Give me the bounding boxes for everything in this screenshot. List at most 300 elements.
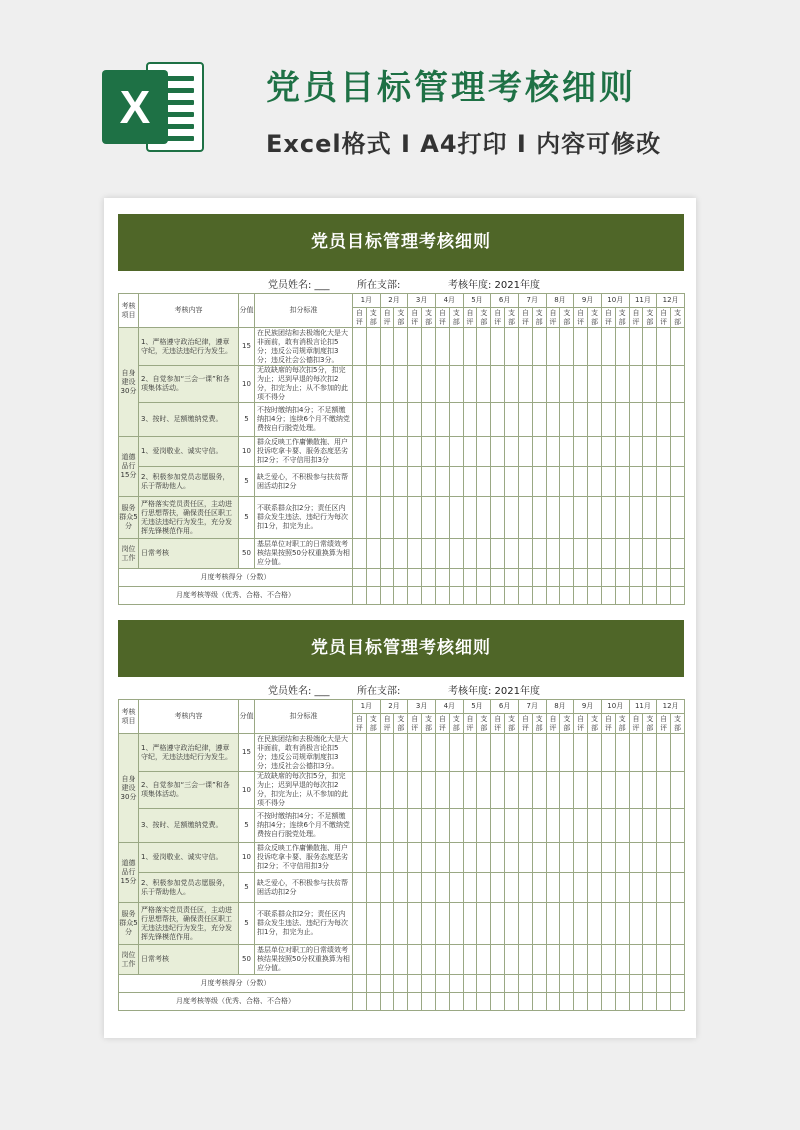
score-input-cell[interactable]: [518, 873, 532, 903]
score-input-cell[interactable]: [657, 945, 671, 975]
score-input-cell[interactable]: [532, 467, 546, 497]
score-input-cell[interactable]: [546, 328, 560, 366]
score-input-cell[interactable]: [671, 539, 685, 569]
score-input-cell[interactable]: [657, 437, 671, 467]
score-input-cell[interactable]: [615, 993, 629, 1011]
score-input-cell[interactable]: [532, 843, 546, 873]
score-input-cell[interactable]: [574, 497, 588, 539]
score-input-cell[interactable]: [366, 975, 380, 993]
score-input-cell[interactable]: [435, 993, 449, 1011]
score-input-cell[interactable]: [588, 772, 602, 809]
score-input-cell[interactable]: [408, 587, 422, 605]
score-input-cell[interactable]: [615, 539, 629, 569]
score-input-cell[interactable]: [380, 366, 394, 403]
score-input-cell[interactable]: [574, 993, 588, 1011]
score-input-cell[interactable]: [353, 772, 367, 809]
score-input-cell[interactable]: [671, 734, 685, 772]
score-input-cell[interactable]: [546, 539, 560, 569]
score-input-cell[interactable]: [422, 437, 436, 467]
score-input-cell[interactable]: [574, 587, 588, 605]
score-input-cell[interactable]: [380, 873, 394, 903]
score-input-cell[interactable]: [615, 809, 629, 843]
score-input-cell[interactable]: [657, 467, 671, 497]
score-input-cell[interactable]: [380, 539, 394, 569]
score-input-cell[interactable]: [532, 772, 546, 809]
score-input-cell[interactable]: [671, 772, 685, 809]
score-input-cell[interactable]: [574, 539, 588, 569]
score-input-cell[interactable]: [366, 539, 380, 569]
score-input-cell[interactable]: [657, 587, 671, 605]
score-input-cell[interactable]: [491, 497, 505, 539]
score-input-cell[interactable]: [588, 734, 602, 772]
score-input-cell[interactable]: [657, 873, 671, 903]
score-input-cell[interactable]: [353, 497, 367, 539]
score-input-cell[interactable]: [588, 328, 602, 366]
score-input-cell[interactable]: [353, 975, 367, 993]
score-input-cell[interactable]: [435, 497, 449, 539]
score-input-cell[interactable]: [477, 497, 491, 539]
score-input-cell[interactable]: [532, 993, 546, 1011]
score-input-cell[interactable]: [546, 366, 560, 403]
score-input-cell[interactable]: [629, 539, 643, 569]
score-input-cell[interactable]: [477, 843, 491, 873]
score-input-cell[interactable]: [574, 328, 588, 366]
score-input-cell[interactable]: [435, 772, 449, 809]
score-input-cell[interactable]: [532, 587, 546, 605]
score-input-cell[interactable]: [546, 843, 560, 873]
score-input-cell[interactable]: [477, 903, 491, 945]
score-input-cell[interactable]: [505, 366, 519, 403]
score-input-cell[interactable]: [671, 366, 685, 403]
score-input-cell[interactable]: [546, 467, 560, 497]
score-input-cell[interactable]: [643, 903, 657, 945]
score-input-cell[interactable]: [588, 497, 602, 539]
score-input-cell[interactable]: [574, 467, 588, 497]
score-input-cell[interactable]: [671, 328, 685, 366]
score-input-cell[interactable]: [477, 437, 491, 467]
score-input-cell[interactable]: [477, 587, 491, 605]
score-input-cell[interactable]: [491, 903, 505, 945]
score-input-cell[interactable]: [532, 809, 546, 843]
score-input-cell[interactable]: [518, 945, 532, 975]
score-input-cell[interactable]: [491, 587, 505, 605]
score-input-cell[interactable]: [366, 569, 380, 587]
score-input-cell[interactable]: [588, 403, 602, 437]
score-input-cell[interactable]: [394, 843, 408, 873]
score-input-cell[interactable]: [615, 772, 629, 809]
score-input-cell[interactable]: [408, 539, 422, 569]
score-input-cell[interactable]: [449, 809, 463, 843]
score-input-cell[interactable]: [518, 328, 532, 366]
score-input-cell[interactable]: [615, 734, 629, 772]
score-input-cell[interactable]: [408, 903, 422, 945]
score-input-cell[interactable]: [532, 437, 546, 467]
score-input-cell[interactable]: [505, 437, 519, 467]
score-input-cell[interactable]: [601, 539, 615, 569]
score-input-cell[interactable]: [643, 843, 657, 873]
score-input-cell[interactable]: [394, 772, 408, 809]
score-input-cell[interactable]: [560, 809, 574, 843]
score-input-cell[interactable]: [422, 975, 436, 993]
score-input-cell[interactable]: [643, 539, 657, 569]
score-input-cell[interactable]: [380, 569, 394, 587]
score-input-cell[interactable]: [560, 467, 574, 497]
score-input-cell[interactable]: [643, 734, 657, 772]
score-input-cell[interactable]: [601, 497, 615, 539]
score-input-cell[interactable]: [449, 403, 463, 437]
score-input-cell[interactable]: [615, 975, 629, 993]
score-input-cell[interactable]: [657, 497, 671, 539]
score-input-cell[interactable]: [380, 809, 394, 843]
score-input-cell[interactable]: [629, 366, 643, 403]
score-input-cell[interactable]: [629, 975, 643, 993]
score-input-cell[interactable]: [671, 437, 685, 467]
score-input-cell[interactable]: [518, 587, 532, 605]
score-input-cell[interactable]: [449, 539, 463, 569]
score-input-cell[interactable]: [505, 945, 519, 975]
score-input-cell[interactable]: [518, 467, 532, 497]
score-input-cell[interactable]: [629, 328, 643, 366]
score-input-cell[interactable]: [408, 437, 422, 467]
score-input-cell[interactable]: [353, 587, 367, 605]
score-input-cell[interactable]: [574, 734, 588, 772]
score-input-cell[interactable]: [629, 903, 643, 945]
score-input-cell[interactable]: [449, 366, 463, 403]
score-input-cell[interactable]: [449, 467, 463, 497]
score-input-cell[interactable]: [601, 366, 615, 403]
score-input-cell[interactable]: [546, 772, 560, 809]
score-input-cell[interactable]: [463, 569, 477, 587]
score-input-cell[interactable]: [601, 873, 615, 903]
score-input-cell[interactable]: [366, 734, 380, 772]
score-input-cell[interactable]: [422, 366, 436, 403]
score-input-cell[interactable]: [505, 843, 519, 873]
score-input-cell[interactable]: [477, 467, 491, 497]
score-input-cell[interactable]: [491, 467, 505, 497]
score-input-cell[interactable]: [353, 366, 367, 403]
score-input-cell[interactable]: [574, 569, 588, 587]
score-input-cell[interactable]: [353, 328, 367, 366]
score-input-cell[interactable]: [477, 993, 491, 1011]
score-input-cell[interactable]: [574, 809, 588, 843]
score-input-cell[interactable]: [643, 587, 657, 605]
score-input-cell[interactable]: [629, 497, 643, 539]
score-input-cell[interactable]: [435, 587, 449, 605]
score-input-cell[interactable]: [546, 569, 560, 587]
score-input-cell[interactable]: [615, 569, 629, 587]
score-input-cell[interactable]: [505, 467, 519, 497]
score-input-cell[interactable]: [394, 734, 408, 772]
score-input-cell[interactable]: [463, 497, 477, 539]
score-input-cell[interactable]: [394, 993, 408, 1011]
score-input-cell[interactable]: [601, 945, 615, 975]
score-input-cell[interactable]: [643, 366, 657, 403]
score-input-cell[interactable]: [518, 497, 532, 539]
score-input-cell[interactable]: [422, 873, 436, 903]
score-input-cell[interactable]: [532, 403, 546, 437]
score-input-cell[interactable]: [353, 903, 367, 945]
score-input-cell[interactable]: [588, 437, 602, 467]
score-input-cell[interactable]: [380, 587, 394, 605]
score-input-cell[interactable]: [380, 497, 394, 539]
score-input-cell[interactable]: [505, 539, 519, 569]
score-input-cell[interactable]: [463, 366, 477, 403]
score-input-cell[interactable]: [643, 993, 657, 1011]
score-input-cell[interactable]: [491, 366, 505, 403]
score-input-cell[interactable]: [615, 843, 629, 873]
score-input-cell[interactable]: [560, 587, 574, 605]
score-input-cell[interactable]: [671, 873, 685, 903]
score-input-cell[interactable]: [380, 467, 394, 497]
score-input-cell[interactable]: [394, 569, 408, 587]
score-input-cell[interactable]: [380, 437, 394, 467]
score-input-cell[interactable]: [532, 903, 546, 945]
score-input-cell[interactable]: [601, 328, 615, 366]
score-input-cell[interactable]: [546, 734, 560, 772]
score-input-cell[interactable]: [588, 467, 602, 497]
score-input-cell[interactable]: [353, 945, 367, 975]
score-input-cell[interactable]: [422, 539, 436, 569]
score-input-cell[interactable]: [463, 873, 477, 903]
score-input-cell[interactable]: [366, 903, 380, 945]
score-input-cell[interactable]: [353, 873, 367, 903]
score-input-cell[interactable]: [588, 587, 602, 605]
score-input-cell[interactable]: [601, 467, 615, 497]
score-input-cell[interactable]: [449, 993, 463, 1011]
score-input-cell[interactable]: [615, 945, 629, 975]
score-input-cell[interactable]: [615, 437, 629, 467]
score-input-cell[interactable]: [560, 903, 574, 945]
score-input-cell[interactable]: [671, 403, 685, 437]
score-input-cell[interactable]: [588, 539, 602, 569]
score-input-cell[interactable]: [380, 843, 394, 873]
score-input-cell[interactable]: [505, 903, 519, 945]
score-input-cell[interactable]: [574, 903, 588, 945]
score-input-cell[interactable]: [408, 945, 422, 975]
score-input-cell[interactable]: [449, 975, 463, 993]
score-input-cell[interactable]: [477, 328, 491, 366]
score-input-cell[interactable]: [588, 903, 602, 945]
score-input-cell[interactable]: [532, 569, 546, 587]
score-input-cell[interactable]: [435, 843, 449, 873]
score-input-cell[interactable]: [643, 437, 657, 467]
score-input-cell[interactable]: [394, 467, 408, 497]
score-input-cell[interactable]: [657, 403, 671, 437]
score-input-cell[interactable]: [657, 843, 671, 873]
score-input-cell[interactable]: [518, 809, 532, 843]
score-input-cell[interactable]: [601, 843, 615, 873]
score-input-cell[interactable]: [422, 734, 436, 772]
score-input-cell[interactable]: [422, 403, 436, 437]
score-input-cell[interactable]: [422, 809, 436, 843]
score-input-cell[interactable]: [422, 993, 436, 1011]
score-input-cell[interactable]: [408, 328, 422, 366]
score-input-cell[interactable]: [394, 945, 408, 975]
score-input-cell[interactable]: [657, 975, 671, 993]
score-input-cell[interactable]: [353, 467, 367, 497]
score-input-cell[interactable]: [422, 467, 436, 497]
score-input-cell[interactable]: [477, 873, 491, 903]
score-input-cell[interactable]: [394, 539, 408, 569]
score-input-cell[interactable]: [353, 809, 367, 843]
score-input-cell[interactable]: [601, 587, 615, 605]
score-input-cell[interactable]: [518, 772, 532, 809]
score-input-cell[interactable]: [380, 772, 394, 809]
score-input-cell[interactable]: [671, 809, 685, 843]
score-input-cell[interactable]: [615, 873, 629, 903]
score-input-cell[interactable]: [629, 843, 643, 873]
score-input-cell[interactable]: [435, 945, 449, 975]
score-input-cell[interactable]: [422, 903, 436, 945]
score-input-cell[interactable]: [366, 467, 380, 497]
score-input-cell[interactable]: [394, 403, 408, 437]
score-input-cell[interactable]: [366, 809, 380, 843]
score-input-cell[interactable]: [601, 993, 615, 1011]
score-input-cell[interactable]: [588, 975, 602, 993]
score-input-cell[interactable]: [463, 539, 477, 569]
score-input-cell[interactable]: [518, 569, 532, 587]
score-input-cell[interactable]: [408, 734, 422, 772]
score-input-cell[interactable]: [601, 809, 615, 843]
score-input-cell[interactable]: [560, 403, 574, 437]
score-input-cell[interactable]: [518, 903, 532, 945]
score-input-cell[interactable]: [546, 809, 560, 843]
score-input-cell[interactable]: [560, 945, 574, 975]
score-input-cell[interactable]: [380, 903, 394, 945]
score-input-cell[interactable]: [574, 366, 588, 403]
score-input-cell[interactable]: [643, 772, 657, 809]
score-input-cell[interactable]: [408, 569, 422, 587]
score-input-cell[interactable]: [643, 403, 657, 437]
score-input-cell[interactable]: [366, 328, 380, 366]
score-input-cell[interactable]: [477, 734, 491, 772]
score-input-cell[interactable]: [546, 403, 560, 437]
score-input-cell[interactable]: [505, 403, 519, 437]
score-input-cell[interactable]: [671, 497, 685, 539]
score-input-cell[interactable]: [643, 975, 657, 993]
score-input-cell[interactable]: [477, 539, 491, 569]
score-input-cell[interactable]: [657, 809, 671, 843]
score-input-cell[interactable]: [463, 587, 477, 605]
score-input-cell[interactable]: [629, 403, 643, 437]
score-input-cell[interactable]: [366, 772, 380, 809]
score-input-cell[interactable]: [657, 734, 671, 772]
score-input-cell[interactable]: [477, 569, 491, 587]
score-input-cell[interactable]: [671, 975, 685, 993]
score-input-cell[interactable]: [643, 497, 657, 539]
score-input-cell[interactable]: [394, 809, 408, 843]
score-input-cell[interactable]: [463, 975, 477, 993]
score-input-cell[interactable]: [532, 734, 546, 772]
score-input-cell[interactable]: [463, 843, 477, 873]
score-input-cell[interactable]: [560, 734, 574, 772]
score-input-cell[interactable]: [629, 437, 643, 467]
score-input-cell[interactable]: [380, 945, 394, 975]
score-input-cell[interactable]: [449, 873, 463, 903]
score-input-cell[interactable]: [449, 903, 463, 945]
score-input-cell[interactable]: [560, 437, 574, 467]
score-input-cell[interactable]: [560, 497, 574, 539]
score-input-cell[interactable]: [560, 843, 574, 873]
score-input-cell[interactable]: [463, 772, 477, 809]
score-input-cell[interactable]: [532, 539, 546, 569]
score-input-cell[interactable]: [574, 403, 588, 437]
score-input-cell[interactable]: [643, 873, 657, 903]
score-input-cell[interactable]: [588, 993, 602, 1011]
score-input-cell[interactable]: [463, 734, 477, 772]
score-input-cell[interactable]: [449, 569, 463, 587]
score-input-cell[interactable]: [422, 945, 436, 975]
score-input-cell[interactable]: [518, 539, 532, 569]
score-input-cell[interactable]: [491, 403, 505, 437]
score-input-cell[interactable]: [463, 328, 477, 366]
score-input-cell[interactable]: [422, 328, 436, 366]
score-input-cell[interactable]: [546, 587, 560, 605]
score-input-cell[interactable]: [449, 437, 463, 467]
score-input-cell[interactable]: [574, 437, 588, 467]
score-input-cell[interactable]: [615, 467, 629, 497]
score-input-cell[interactable]: [560, 873, 574, 903]
score-input-cell[interactable]: [353, 569, 367, 587]
score-input-cell[interactable]: [366, 993, 380, 1011]
score-input-cell[interactable]: [366, 843, 380, 873]
score-input-cell[interactable]: [629, 734, 643, 772]
score-input-cell[interactable]: [394, 873, 408, 903]
score-input-cell[interactable]: [643, 569, 657, 587]
score-input-cell[interactable]: [366, 497, 380, 539]
score-input-cell[interactable]: [615, 403, 629, 437]
score-input-cell[interactable]: [560, 993, 574, 1011]
score-input-cell[interactable]: [449, 772, 463, 809]
score-input-cell[interactable]: [435, 437, 449, 467]
score-input-cell[interactable]: [366, 437, 380, 467]
score-input-cell[interactable]: [505, 328, 519, 366]
score-input-cell[interactable]: [671, 903, 685, 945]
score-input-cell[interactable]: [615, 903, 629, 945]
score-input-cell[interactable]: [560, 772, 574, 809]
score-input-cell[interactable]: [435, 328, 449, 366]
score-input-cell[interactable]: [518, 843, 532, 873]
score-input-cell[interactable]: [435, 873, 449, 903]
score-input-cell[interactable]: [560, 539, 574, 569]
score-input-cell[interactable]: [657, 366, 671, 403]
score-input-cell[interactable]: [449, 734, 463, 772]
score-input-cell[interactable]: [435, 734, 449, 772]
score-input-cell[interactable]: [463, 945, 477, 975]
score-input-cell[interactable]: [518, 734, 532, 772]
score-input-cell[interactable]: [380, 328, 394, 366]
score-input-cell[interactable]: [657, 993, 671, 1011]
score-input-cell[interactable]: [588, 809, 602, 843]
score-input-cell[interactable]: [574, 772, 588, 809]
score-input-cell[interactable]: [477, 403, 491, 437]
score-input-cell[interactable]: [601, 569, 615, 587]
score-input-cell[interactable]: [560, 975, 574, 993]
score-input-cell[interactable]: [366, 587, 380, 605]
score-input-cell[interactable]: [671, 993, 685, 1011]
score-input-cell[interactable]: [353, 734, 367, 772]
score-input-cell[interactable]: [422, 843, 436, 873]
score-input-cell[interactable]: [546, 945, 560, 975]
score-input-cell[interactable]: [546, 975, 560, 993]
score-input-cell[interactable]: [422, 772, 436, 809]
score-input-cell[interactable]: [671, 467, 685, 497]
score-input-cell[interactable]: [518, 975, 532, 993]
score-input-cell[interactable]: [394, 587, 408, 605]
score-input-cell[interactable]: [615, 366, 629, 403]
score-input-cell[interactable]: [491, 437, 505, 467]
score-input-cell[interactable]: [435, 975, 449, 993]
